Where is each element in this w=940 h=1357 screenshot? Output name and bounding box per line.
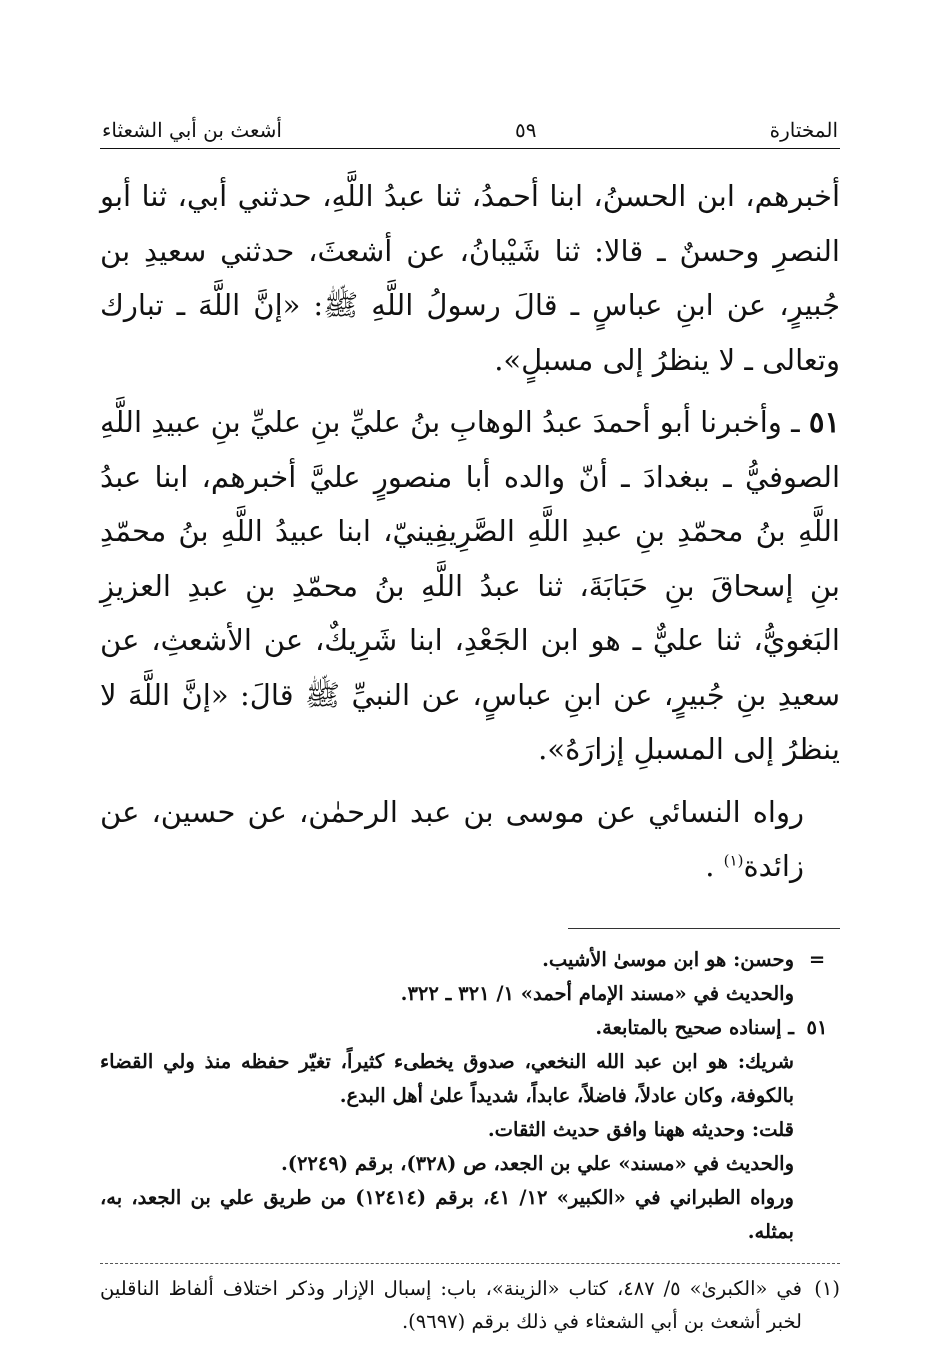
running-head	[100, 118, 840, 148]
note-line: ـ إسناده صحيح بالمتابعة.	[595, 1015, 794, 1039]
page-number: ٥٩	[515, 118, 537, 142]
note-continued-mark: =	[808, 947, 826, 971]
paragraph-3-text: رواه النسائي عن موسى بن عبد الرحمٰن، عن حسين، عن زائدة	[100, 794, 804, 883]
editor-notes	[100, 943, 840, 1249]
footnote-ref: (١)	[723, 851, 744, 870]
paragraph-2	[100, 395, 840, 777]
note-line: والحديث في «مسند الإمام أحمد» ١/ ٣٢١ ـ ٣٢٢.	[400, 981, 794, 1005]
note-line: والحديث في «مسند» علي بن الجعد، ص (٣٢٨)، برقم (٢٢٤٩).	[280, 1151, 794, 1175]
note-spacer	[794, 1045, 840, 1249]
paragraph-3	[100, 785, 840, 894]
note-line: شريك: هو ابن عبد الله النخعي، صدوق يخطىء كثيراً، تغيّر حفظه منذ ولي القضاء بالكوفة، وكان عادلاً، فاضلاً، عابداً، شديداً علىٰ أهل البدع.	[100, 1049, 794, 1107]
notes-rule	[568, 928, 840, 929]
header-chapter-title: أشعث بن أبي الشعثاء	[102, 118, 282, 142]
hadith-number: ٥١	[808, 405, 840, 439]
note-51	[100, 1011, 840, 1045]
note-line: ورواه الطبراني في «الكبير» ١٢/ ٤١، برقم (١٢٤١٤) من طريق علي بن الجعد، به، بمثله.	[100, 1185, 794, 1243]
paragraph-2-text: ـ وأخبرنا أبو أحمدَ عبدُ الوهابِ بنُ عليِّ بنِ عليِّ بنِ عبيدِ اللَّهِ الصوفيُّ ـ ببغدادَ ـ أنّ والده أبا منصورٍ عليَّ أخبرهم، ابنا عبدُ اللَّهِ بنُ محمّدِ بنِ عبدِ اللَّهِ الصَّرِيفِينيّ، ابنا عبيدُ اللَّهِ بنُ محمّدِ بنِ إسحاقَ بنِ حَبَابَةَ، ثنا عبدُ اللَّهِ بنُ محمّدِ بنِ عبدِ العزيزِ البَغويُّ، ثنا عليٌّ ـ هو ابن الجَعْدِ، ابنا شَرِيكٌ، عن الأشعثِ، عن سعيدِ بنِ جُبيرٍ، عن ابنِ عباسٍ، عن النبيِّ ﷺ قالَ: «إنَّ اللَّهَ لا ينظرُ إلى المسبلِ إزارَهُ».	[100, 405, 840, 766]
header-rule	[100, 148, 840, 149]
main-text	[100, 169, 840, 894]
note-line: وحسن: هو ابن موسىٰ الأشيب.	[542, 947, 794, 971]
footnote-rule	[100, 1263, 840, 1264]
note-line: قلت: وحديثه ههنا وافق حديث الثقات.	[487, 1117, 794, 1141]
note-51-mark: ٥١	[806, 1015, 828, 1039]
header-book-title: المختارة	[769, 118, 838, 142]
paragraph-1: أخبرهم، ابن الحسنُ، ابنا أحمدُ، ثنا عبدُ اللَّهِ، حدثني أبي، ثنا أبو النصرِ وحسنٌ ـ قالا: ثنا شَيْبانُ، عن أشعثَ، حدثني سعيدِ بن جُبيرٍ، عن ابنِ عباسٍ ـ قالَ رسولُ اللَّهِ ﷺ: «إنَّ اللَّهَ ـ تبارك وتعالى ـ لا ينظرُ إلى مسبلٍ».	[100, 179, 840, 377]
paragraph-3-end: .	[705, 849, 715, 883]
note-continued	[100, 943, 840, 1011]
footnote	[100, 1272, 840, 1338]
footnote-text: في «الكبرىٰ» ٥/ ٤٨٧، كتاب «الزينة»، باب: إسبال الإزار وذكر اختلاف ألفاظ الناقلين لخبر أشعث بن أبي الشعثاء في ذلك برقم (٩٦٩٧).	[100, 1276, 802, 1333]
footnote-mark: (١)	[814, 1276, 840, 1300]
note-51-body	[100, 1045, 840, 1249]
page	[100, 118, 840, 1338]
